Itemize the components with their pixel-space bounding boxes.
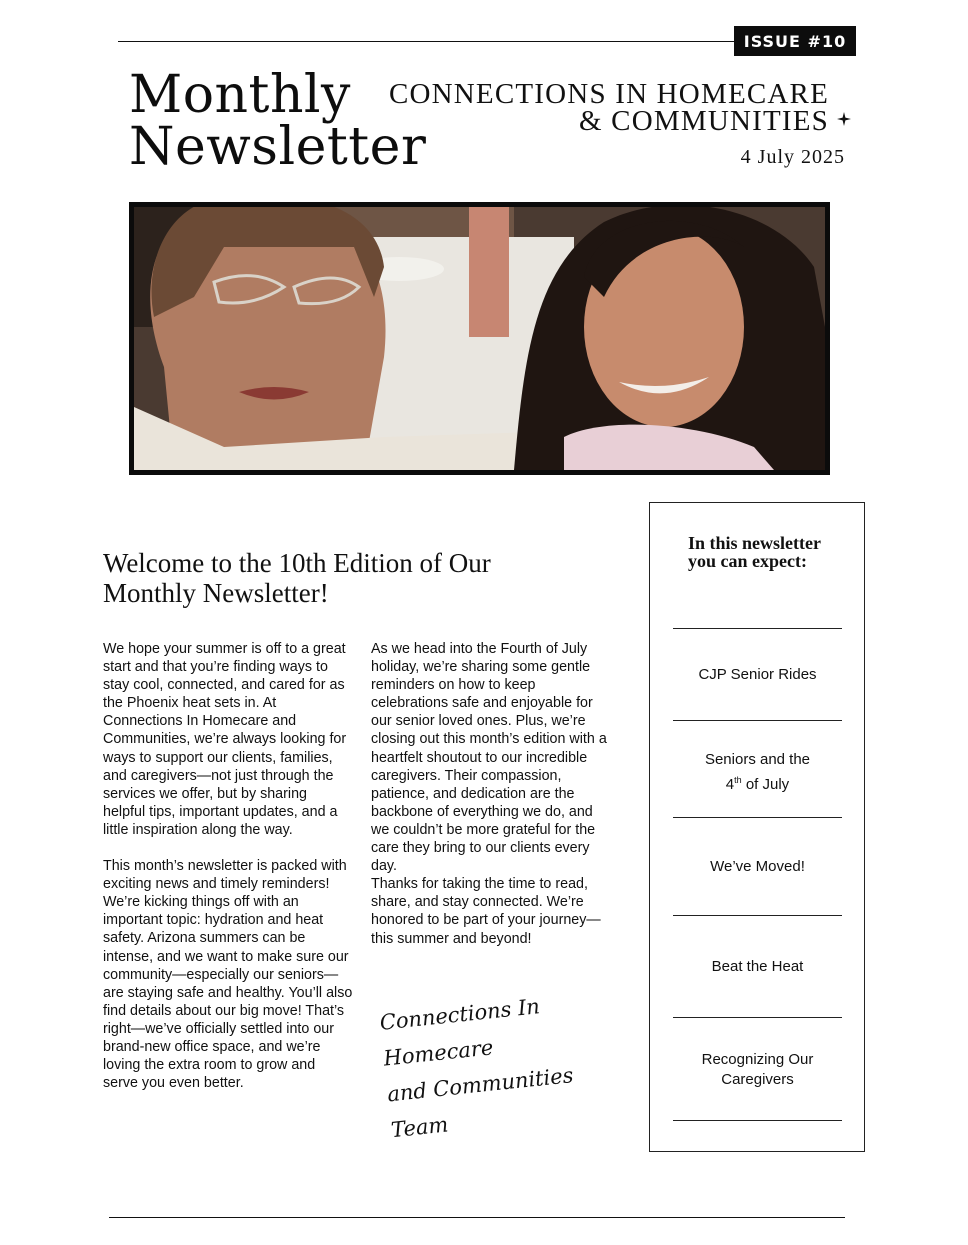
top-rule (118, 41, 734, 42)
article-paragraph: We hope your summer is off to a great start and that you’re finding ways to stay cool, connected, and cared for as the Phoenix heat sets in. At Connections In Homecare and Communities, we’re always looking for ways to support our clients, families, and caregivers—not just through the services we offer, but by sharing helpful tips, important updates, and a little inspiration along the way. (103, 641, 347, 838)
hero-photo-illustration (134, 207, 825, 470)
toc-divider (673, 628, 842, 629)
toc-item-rest: of July (741, 776, 790, 793)
toc-item-seniors-fourth-of-july[interactable] (673, 750, 842, 795)
article-heading-line1: Welcome to the 10th Edition of Our (103, 548, 491, 578)
toc-item-line: Recognizing Our (701, 1051, 814, 1068)
article-column-right (371, 640, 607, 948)
toc-ordinal-number: 4 (725, 776, 735, 793)
article-paragraph: Thanks for taking the time to read, share, and stay connected. We’re honored to be part of your journey—this summer and beyond! (371, 876, 601, 947)
toc-item-cjp-senior-rides[interactable]: CJP Senior Rides (698, 666, 817, 683)
toc-divider (673, 720, 842, 721)
article-paragraph: This month’s newsletter is packed with exciting news and timely reminders! We’re kicking things off with an important topic: hydration and heat safety. Arizona summers can be intense, and we want to make sure our community—especially our seniors—are staying safe and healthy. You’ll also find details about our big move! That’s right—we’ve officially settled into our brand-new office space, and we’re loving the extra room to grow and serve you even better. (103, 858, 353, 1092)
org-name-line2: & COMMUNITIES (578, 105, 829, 137)
toc-item-line: Seniors and the (704, 751, 811, 768)
org-name-line1: CONNECTIONS IN HOMECARE (388, 78, 829, 110)
article-heading (103, 548, 543, 608)
sidebar-heading (688, 534, 858, 570)
article-heading-line2: Monthly Newsletter! (103, 578, 329, 608)
article-column-left (103, 640, 353, 1092)
signature-line1: Connections In Homecare (378, 994, 541, 1071)
toc-divider (673, 817, 842, 818)
toc-item-line (673, 770, 842, 795)
team-signature (378, 980, 632, 1148)
toc-item-line: Caregivers (721, 1071, 794, 1088)
sidebar-heading-line1: In this newsletter (688, 533, 821, 553)
issue-badge: ISSUE #10 (734, 26, 856, 56)
newsletter-title-line1: Monthly (129, 65, 351, 125)
issue-date: 4 July 2025 (740, 146, 845, 168)
newsletter-title-line2: Newsletter (129, 117, 427, 177)
toc-item-weve-moved[interactable]: We’ve Moved! (710, 858, 805, 875)
toc-divider (673, 915, 842, 916)
bottom-rule (109, 1217, 845, 1218)
article-paragraph: As we head into the Fourth of July holiday, we’re sharing some gentle reminders on how to keep celebrations safe and enjoyable for our senior loved ones. Plus, we’re closing out this month’s edition with a heartfelt shoutout to our incredible caregivers. Their compassion, patience, and dedication are the backbone of everything we do, and we couldn’t be more grateful for the care they bring to our clients every day. (371, 641, 607, 875)
signature-line2: and Communities Team (386, 1063, 575, 1143)
sparkle-icon (837, 112, 851, 126)
toc-divider (673, 1017, 842, 1018)
toc-item-beat-the-heat[interactable]: Beat the Heat (711, 958, 804, 975)
toc-item-recognizing-caregivers[interactable] (673, 1050, 842, 1090)
hero-photo (129, 202, 830, 475)
toc-ordinal-suffix: th (734, 775, 742, 785)
sidebar-heading-line2: you can expect: (688, 551, 807, 571)
toc-divider (673, 1120, 842, 1121)
